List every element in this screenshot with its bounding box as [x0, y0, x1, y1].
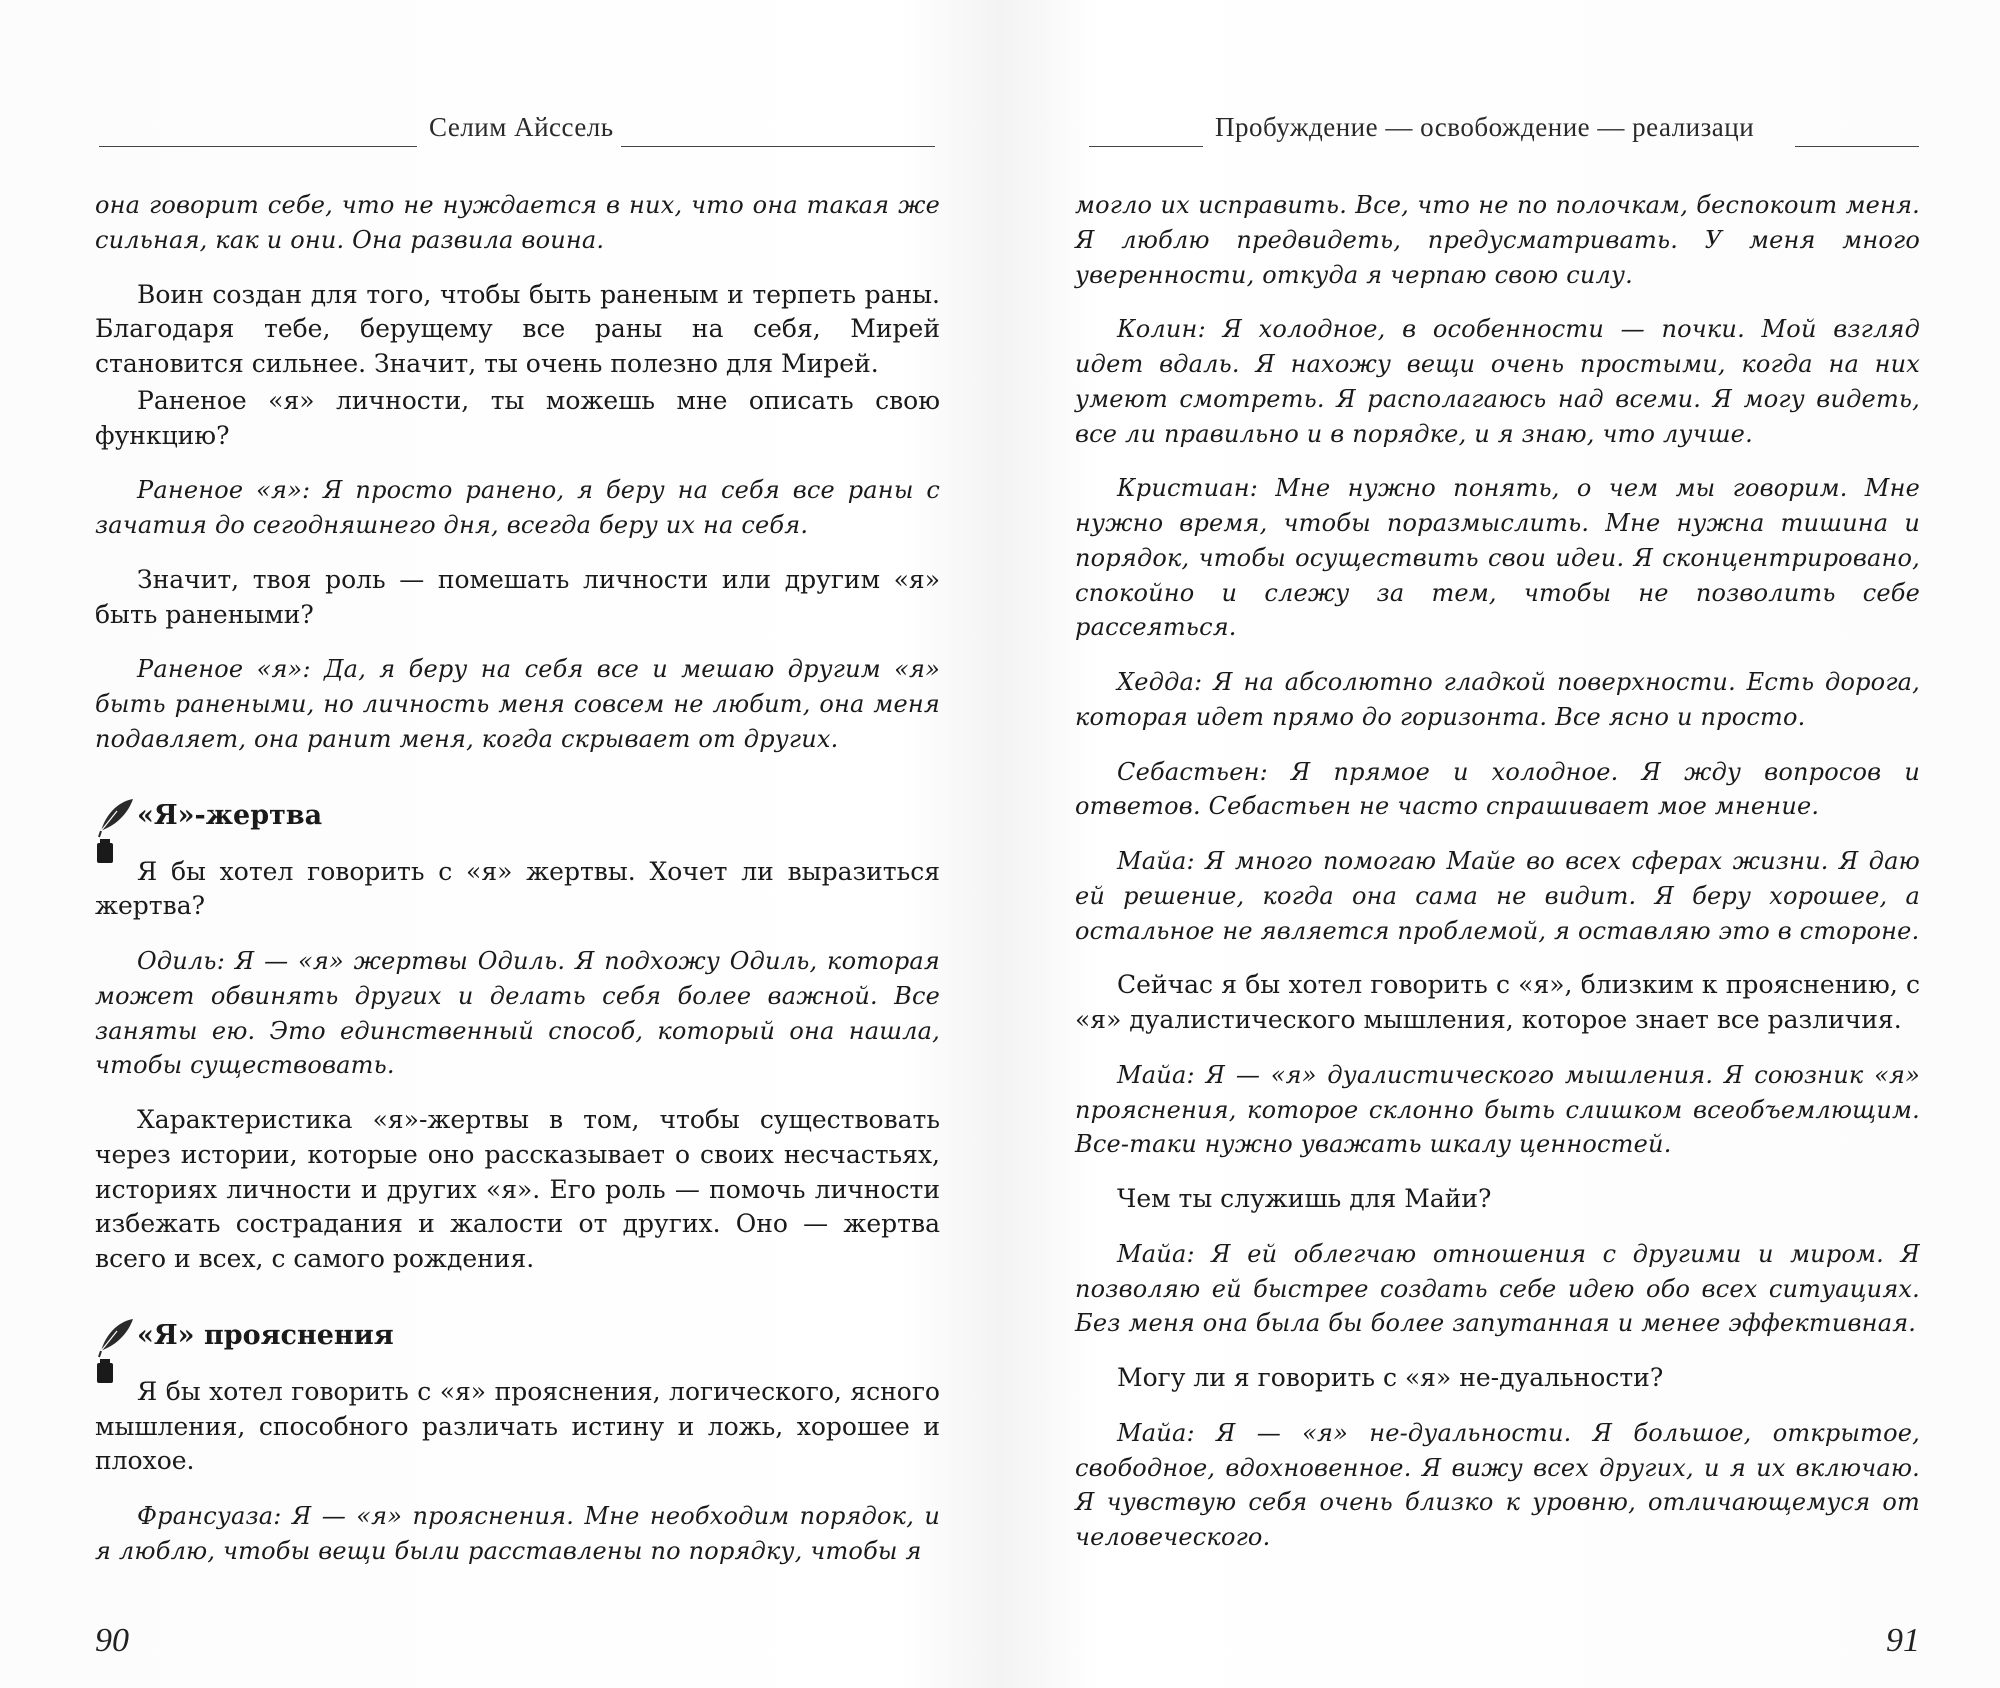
paragraph: Характеристика «я»-жертвы в том, чтобы существовать через истории, которые оно рассказывает о своих несчастьях, историях личности и других «я». Его роль — помочь личности избежать сострадания и жалости от других. Оно — жертва всего и всех, с самого рождения.: [95, 1105, 940, 1273]
left-body-text: [95, 188, 940, 1589]
running-head-rule-right: [1795, 146, 1919, 147]
paragraph: Майа: Я много помогаю Майе во всех сферах жизни. Я даю ей решение, когда она сама не видит. Я беру хорошее, а остальное не является проблемой, я оставляю это в стороне.: [1075, 847, 1920, 945]
section-heading: «Я»-жертва: [137, 799, 323, 831]
paragraph: Себастьен: Я прямое и холодное. Я жду вопросов и ответов. Себастьен не часто спрашивает мое мнение.: [1075, 757, 1920, 821]
section-clarity: [95, 1317, 940, 1569]
right-running-head: [1075, 112, 1920, 152]
section-victim: [95, 797, 940, 1277]
paragraph: Одиль: Я — «я» жертвы Одиль. Я подхожу Одиль, которая может обвинять других и делать себя более важной. Все заняты ею. Это единственный способ, который она нашла, чтобы существовать.: [95, 947, 940, 1080]
paragraph: Франсуаза: Я — «я» прояснения. Мне необходим порядок, и я люблю, чтобы вещи были расставлены по порядку, чтобы я: [95, 1502, 940, 1565]
paragraph: она говорит себе, что не нуждается в них, что она такая же сильная, как и они. Она развила воина.: [95, 191, 940, 254]
paragraph: Значит, твоя роль — помешать личности или другим «я» быть ранеными?: [95, 564, 940, 629]
paragraph: Кристиан: Мне нужно понять, о чем мы говорим. Мне нужно время, чтобы поразмыслить. Мне нужна тишина и порядок, чтобы осуществить свои идеи. Я сконцентрировано, спокойно и слежу за тем, чтобы не позволить себе рассеяться.: [1075, 474, 1920, 642]
right-body-text: [1075, 188, 1920, 1575]
running-head-rule-left: [1089, 146, 1203, 147]
right-page: [1075, 0, 1920, 1688]
paragraph: Чем ты служишь для Майи?: [1117, 1184, 1492, 1213]
paragraph: Майа: Я ей облегчаю отношения с другими и миром. Я позволяю ей быстрее создать себе идею обо всех ситуациях. Без меня она была бы более запутанная и менее эффективная.: [1075, 1239, 1920, 1338]
running-head-author: Селим Айссель: [429, 112, 614, 142]
paragraph: Раненое «я»: Да, я беру на себя все и мешаю другим «я» быть ранеными, но личность меня совсем не любит, она меня подавляет, она ранит меня, когда скрывает от других.: [95, 655, 940, 753]
paragraph: Хедда: Я на абсолютно гладкой поверхности. Есть дорога, которая идет прямо до горизонта. Все ясно и просто.: [1075, 668, 1920, 731]
page-number-left: 90: [95, 1622, 129, 1659]
paragraph: Майа: Я — «я» дуалистического мышления. Я союзник «я» прояснения, которое склонно быть слишком всеобъемлющим. Все-таки нужно уважать шкалу ценностей.: [1075, 1060, 1920, 1159]
section-heading: «Я» прояснения: [137, 1319, 394, 1351]
paragraph: Я бы хотел говорить с «я» жертвы. Хочет ли выразиться жертва?: [95, 856, 940, 921]
paragraph: Воин создан для того, чтобы быть раненым и терпеть раны. Благодаря тебе, берущему все раны на себя, Мирей становится сильнее. Значит, ты очень полезно для Мирей.: [95, 279, 940, 378]
paragraph: могло их исправить. Все, что не по полочкам, беспокоит меня. Я люблю предвидеть, предусматривать. У меня много уверенности, откуда я черпаю свою силу.: [1075, 191, 1920, 289]
paragraph: Раненое «я» личности, ты можешь мне описать свою функцию?: [95, 385, 940, 450]
running-head-title: Пробуждение — освобождение — реализаци: [1215, 112, 1755, 142]
left-page: [95, 0, 940, 1688]
paragraph: Колин: Я холодное, в особенности — почки. Мой взгляд идет вдаль. Я нахожу вещи очень простыми, когда на них умеют смотреть. Я располагаюсь над всеми. Я могу видеть, все ли правильно и в порядке, и я знаю, что лучше.: [1075, 315, 1920, 448]
running-head-rule-right: [621, 146, 935, 147]
paragraph: Я бы хотел говорить с «я» прояснения, логического, ясного мышления, способного различать истину и ложь, хорошее и плохое.: [95, 1376, 940, 1476]
paragraph: Могу ли я говорить с «я» не-дуальности?: [1117, 1363, 1664, 1392]
page-number-right: 91: [1886, 1622, 1920, 1659]
paragraph: Сейчас я бы хотел говорить с «я», близким к прояснению, с «я» дуалистического мышления, которое знает все различия.: [1075, 970, 1920, 1034]
paragraph: Майа: Я — «я» не-дуальности. Я большое, открытое, свободное, вдохновенное. Я вижу всех других, и я их включаю. Я чувствую себя очень близко к уровню, отличающемуся от человеческого.: [1075, 1418, 1920, 1551]
left-running-head: [95, 112, 940, 152]
running-head-rule-left: [99, 146, 417, 147]
paragraph: Раненое «я»: Я просто ранено, я беру на себя все раны с зачатия до сегодняшнего дня, всегда беру их на себя.: [95, 476, 940, 539]
